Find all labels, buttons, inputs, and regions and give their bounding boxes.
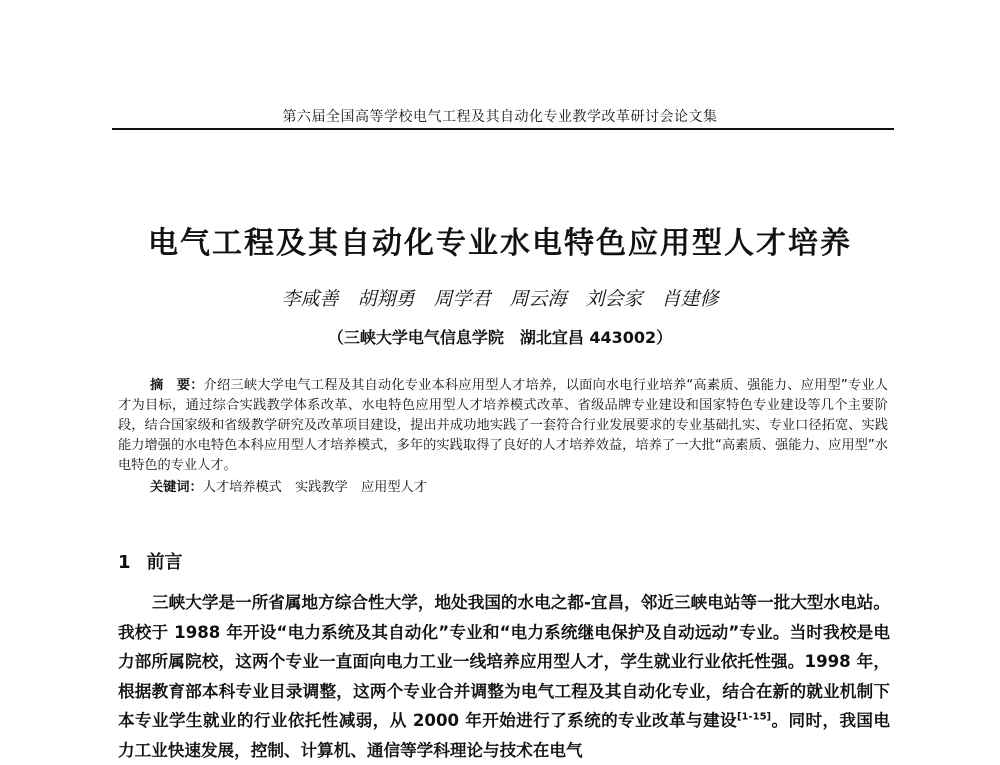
header-rule	[112, 128, 894, 130]
section-number: 1	[118, 552, 131, 573]
abstract	[118, 376, 888, 476]
abstract-text: 介绍三峡大学电气工程及其自动化专业本科应用型人才培养，以面向水电行业培养“高素质、强能力、应用型”专业人才为目标，通过综合实践教学体系改革、水电特色应用型人才培养模式改革、省级品牌专业建设和国家特色专业建设等几个主要阶段，结合国家级和省级教学研究及改革项目建设，提出并成功地实践了一套符合行业发展要求的专业基础扎实、专业口径拓宽、实践能力增强的水电特色本科应用型人才培养模式，多年的实践取得了良好的人才培养效益，培养了一大批“高素质、强能力、应用型”水电特色的专业人才。	[118, 378, 888, 473]
paragraph-text-continued: 。同时，我国电力工业快速发展，控制、计算机、通信等学科理论与技术在电气	[118, 711, 890, 760]
paper-title: 电气工程及其自动化专业水电特色应用型人才培养	[148, 226, 852, 261]
keywords-label: 关键词：	[150, 480, 203, 495]
section-title: 前言	[146, 552, 183, 573]
author-affiliation: （三峡大学电气信息学院 湖北宜昌 443002）	[327, 328, 673, 347]
keywords	[150, 478, 890, 498]
citation-reference: [1-15]	[736, 711, 772, 723]
paragraph-text: 三峡大学是一所省属地方综合性大学，地处我国的水电之都-宜昌，邻近三峡电站等一批大型水电站。我校于 1988 年开设“电力系统及其自动化”专业和“电力系统继电保护及自动远动”专业。当时我校是电力部所属院校，这两个专业一直面向电力工业一线培养应用型人才，学生就业行业依托性强。1998 年，根据教育部本科专业目录调整，这两个专业合并调整为电气工程及其自动化专业，结合在新的就业机制下本专业学生就业的行业依托性减弱，从 2000 年开始进行了系统的专业改革与建设	[118, 593, 890, 730]
author-list: 李咸善 胡翔勇 周学君 周云海 刘会家 肖建修	[281, 288, 719, 310]
running-header: 第六届全国高等学校电气工程及其自动化专业教学改革研讨会论文集	[282, 109, 718, 125]
abstract-label: 摘 要：	[150, 378, 204, 393]
keywords-text: 人才培养模式 实践教学 应用型人才	[202, 480, 427, 495]
section-paragraph	[118, 588, 890, 765]
section-heading	[118, 548, 183, 574]
